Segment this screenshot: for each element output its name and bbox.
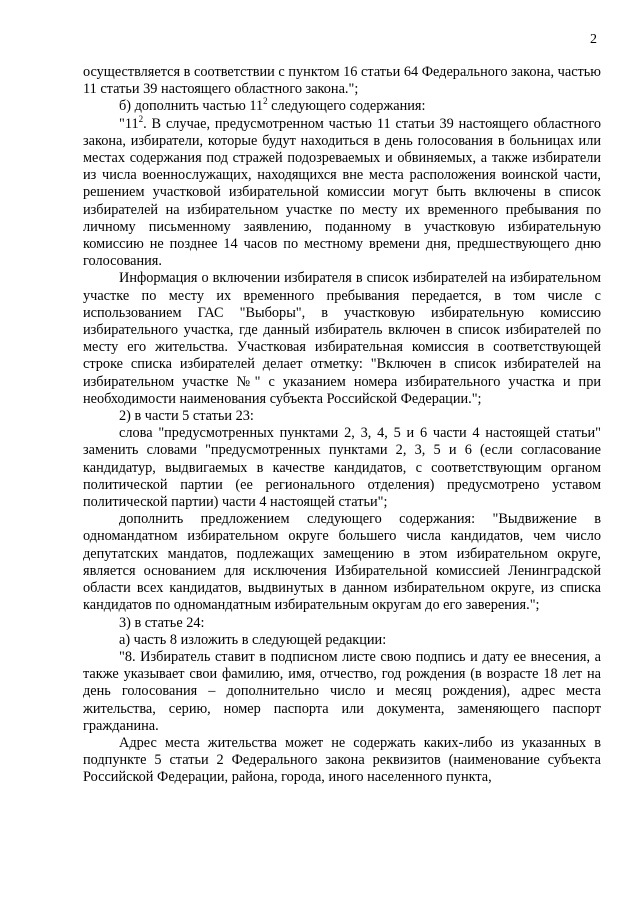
- page-number: 2: [590, 32, 597, 47]
- paragraph: дополнить предложением следующего содержания: "Выдвижение в одномандатном избирательном округе большего числа кандидатов, чем число депутатских мандатов, подлежащих замещению в этом избирательном округе, является основанием для исключения Избирательной комиссией Ленинградской области всех кандидатов, выдвинутых в данном избирательном округе, из списка кандидатов по одномандатным избирательным округам до его заверения.";: [83, 511, 601, 614]
- superscript: 2: [263, 96, 268, 107]
- paragraph: [83, 113, 601, 271]
- paragraph: "8. Избиратель ставит в подписном листе свою подпись и дату ее внесения, а также указывает свои фамилию, имя, отчество, год рождения (в возрасте 18 лет на день голосования – дополнительно число и месяц рождения), адрес места жительства, серию, номер паспорта или документа, заменяющего паспорт гражданина.: [83, 648, 601, 734]
- paragraph: осуществляется в соответствии с пунктом 16 статьи 64 Федерального закона, частью 11 статьи 39 настоящего областного закона.";: [83, 64, 601, 98]
- paragraph-text: "11: [119, 115, 139, 132]
- paragraph-text: б) дополнить частью 11: [119, 98, 264, 115]
- paragraph: [83, 98, 601, 115]
- document-body: [83, 64, 601, 787]
- paragraph: 3) в статье 24:: [119, 614, 205, 631]
- paragraph: 2) в части 5 статьи 23:: [119, 408, 254, 425]
- paragraph: Адрес места жительства может не содержать каких-либо из указанных в подпункте 5 статьи 2 Федерального закона реквизитов (наименование субъекта Российской Федерации, района, города, иного населенного пункта,: [83, 734, 601, 786]
- superscript: 2: [138, 113, 144, 124]
- paragraph-text: . В случае, предусмотренном частью 11 статьи 39 настоящего областного закона, избиратели, которые будут находиться в день голосования в больницах или местах содержания под стражей подозреваемых и обвиняемых, а также избиратели из числа военнослужащих, находящихся вне места расположения воинской части, решением участковой избирательной комиссии могут быть включены в список избирателей на избирательном участке по месту их временного пребывания по личному письменному заявлению, поданному в участковую избирательную комиссию не позднее 14 часов по местному времени дня, предшествующего дню голосования.: [83, 115, 601, 270]
- paragraph: а) часть 8 изложить в следующей редакции:: [119, 631, 387, 648]
- paragraph: Информация о включении избирателя в список избирателей на избирательном участке по месту их временного пребывания передается, в том числе с использованием ГАС "Выборы", в участковую избирательную комиссию избирательного участка, где данный избиратель включен в список избирателей по месту его жительства. Участковая избирательная комиссия в соответствующей строке списка избирателей делает отметку: "Включен в список избирателей на избирательном участке №" с указанием номера избирательного участка и при необходимости наименования субъекта Российской Федерации.";: [83, 270, 601, 407]
- paragraph: слова "предусмотренных пунктами 2, 3, 4, 5 и 6 части 4 настоящей статьи" заменить словами "предусмотренных пунктами 2, 3, 5 и 6 (если согласование кандидатур, выдвигаемых в качестве кандидатов, с соответствующим органом политической партии (ее регионального отделения) предусмотрено уставом политической партии) части 4 настоящей статьи";: [83, 425, 601, 511]
- cut-off-line-fragment: [83, 893, 243, 903]
- paragraph-text: следующего содержания:: [267, 98, 426, 115]
